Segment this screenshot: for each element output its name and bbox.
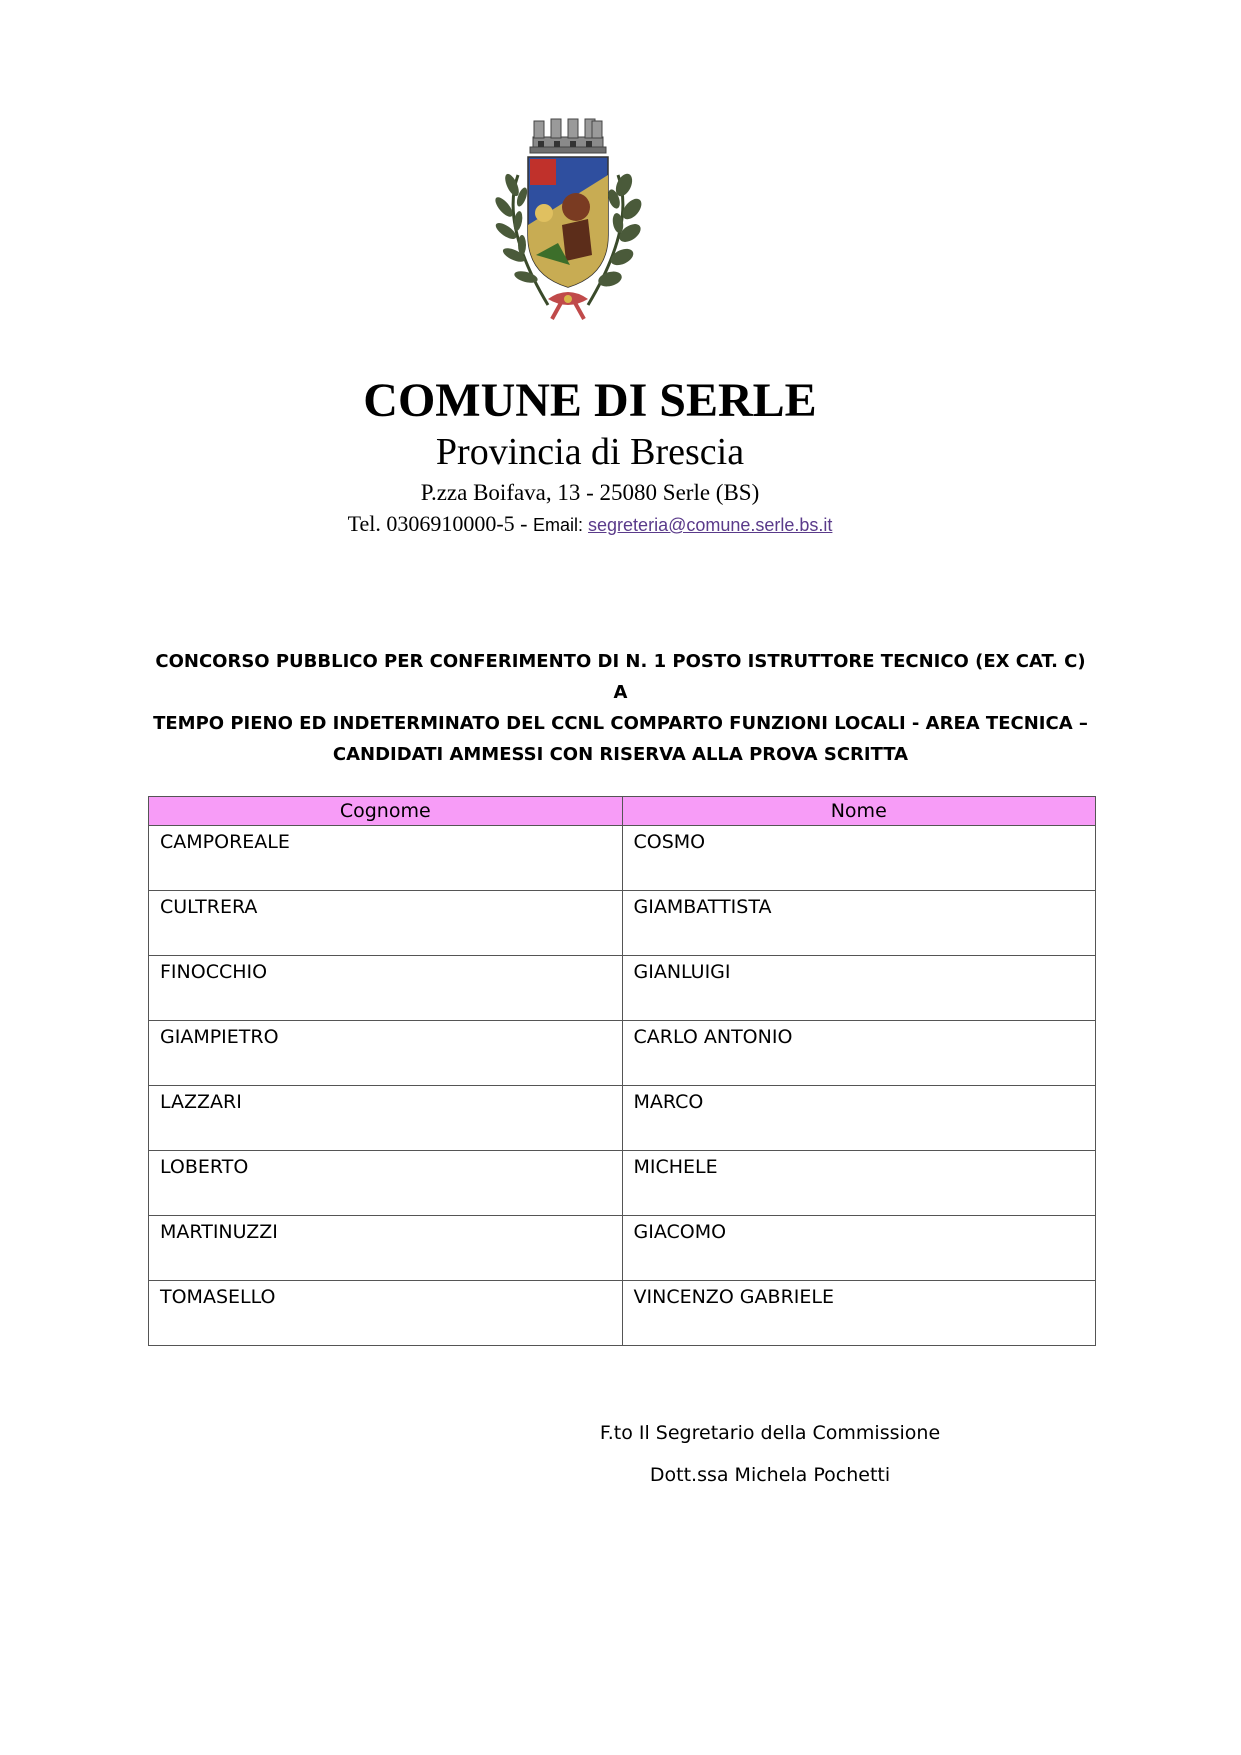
candidates-table (148, 796, 1096, 1346)
name-cell: GIANLUIGI (622, 956, 1096, 1021)
name-cell: MICHELE (622, 1151, 1096, 1216)
column-header-name: Nome (622, 797, 1096, 826)
name-cell: VINCENZO GABRIELE (622, 1281, 1096, 1346)
surname-cell: CAMPOREALE (149, 826, 623, 891)
surname-cell: LOBERTO (149, 1151, 623, 1216)
surname-cell: FINOCCHIO (149, 956, 623, 1021)
surname-cell: LAZZARI (149, 1086, 623, 1151)
shield-icon (528, 157, 608, 287)
surname-cell: TOMASELLO (149, 1281, 623, 1346)
name-cell: MARCO (622, 1086, 1096, 1151)
column-header-surname: Cognome (149, 797, 623, 826)
crown-icon (530, 119, 606, 153)
table-row (149, 826, 1096, 891)
name-cell: GIACOMO (622, 1216, 1096, 1281)
signature-name: Dott.ssa Michela Pochetti (649, 1464, 891, 1486)
table-row (149, 1281, 1096, 1346)
name-cell: CARLO ANTONIO (622, 1021, 1096, 1086)
province-subtitle: Provincia di Brescia (435, 431, 745, 473)
coat-of-arms-icon (478, 115, 658, 320)
notice-line-1: CONCORSO PUBBLICO PER CONFERIMENTO DI N. 1 POSTO ISTRUTTORE TECNICO (EX CAT. C) A (155, 651, 1086, 703)
phone-text: Tel. 0306910000-5 - (347, 511, 534, 536)
table-row (149, 956, 1096, 1021)
table-row (149, 891, 1096, 956)
table-row (149, 1151, 1096, 1216)
surname-cell: CULTRERA (149, 891, 623, 956)
ribbon-icon (548, 292, 588, 319)
notice-line-3: CANDIDATI AMMESSI CON RISERVA ALLA PROVA SCRITTA (332, 744, 909, 765)
contact-line (300, 510, 880, 539)
name-cell: COSMO (622, 826, 1096, 891)
competition-notice-heading (150, 646, 1091, 770)
municipality-title: COMUNE DI SERLE (363, 374, 817, 427)
table-row (149, 1086, 1096, 1151)
email-label: Email: (533, 515, 589, 535)
table-row (149, 1021, 1096, 1086)
table-row (149, 1216, 1096, 1281)
name-cell: GIAMBATTISTA (622, 891, 1096, 956)
table-header-row (149, 797, 1096, 826)
surname-cell: MARTINUZZI (149, 1216, 623, 1281)
signature-role: F.to Il Segretario della Commissione (599, 1422, 941, 1444)
address-line: P.zza Boifava, 13 - 25080 Serle (BS) (420, 480, 760, 505)
notice-line-2: TEMPO PIENO ED INDETERMINATO DEL CCNL COMPARTO FUNZIONI LOCALI - AREA TECNICA – (153, 713, 1088, 734)
email-link[interactable]: segreteria@comune.serle.bs.it (588, 515, 833, 535)
surname-cell: GIAMPIETRO (149, 1021, 623, 1086)
